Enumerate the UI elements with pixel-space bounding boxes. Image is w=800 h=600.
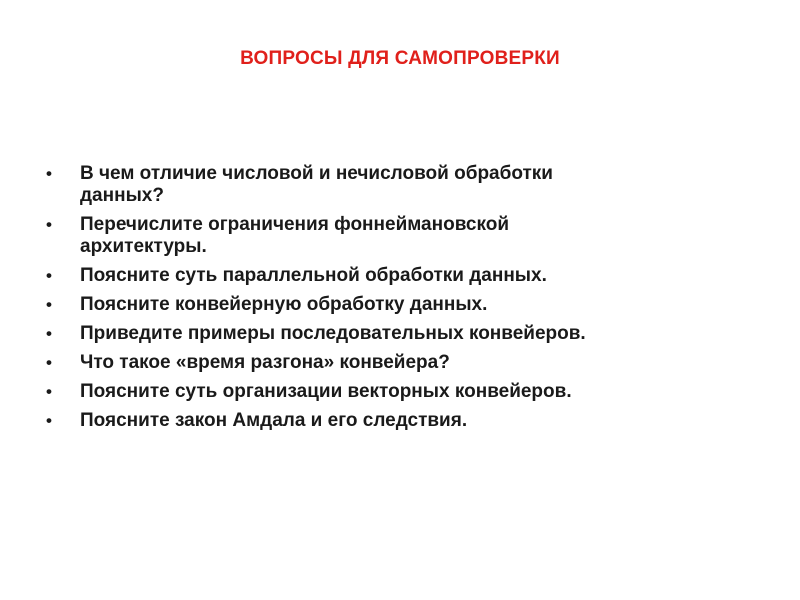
bullet-icon: • bbox=[46, 266, 52, 285]
question-text: Приведите примеры последовательных конвейеров. bbox=[80, 323, 586, 344]
question-text: Поясните закон Амдала и его следствия. bbox=[80, 410, 468, 431]
list-item bbox=[46, 294, 746, 316]
list-item bbox=[46, 410, 746, 432]
question-text: Поясните суть организации векторных конвейеров. bbox=[80, 381, 572, 402]
list-item bbox=[46, 323, 746, 345]
bullet-icon: • bbox=[46, 324, 52, 343]
question-text: Поясните конвейерную обработку данных. bbox=[80, 294, 488, 315]
list-item bbox=[46, 214, 746, 258]
list-item bbox=[46, 352, 746, 374]
bullet-icon: • bbox=[46, 353, 52, 372]
question-text: Что такое «время разгона» конвейера? bbox=[80, 352, 450, 373]
bullet-icon: • bbox=[46, 215, 52, 234]
question-text: В чем отличие числовой и нечисловой обработки данных? bbox=[80, 163, 553, 206]
bullet-icon: • bbox=[46, 382, 52, 401]
bullet-icon: • bbox=[46, 164, 52, 183]
slide-title: ВОПРОСЫ ДЛЯ САМОПРОВЕРКИ bbox=[240, 48, 560, 69]
question-text: Перечислите ограничения фоннеймановской архитектуры. bbox=[80, 214, 510, 257]
question-text: Поясните суть параллельной обработки данных. bbox=[80, 265, 547, 286]
bullet-icon: • bbox=[46, 295, 52, 314]
question-list bbox=[46, 163, 746, 439]
list-item bbox=[46, 265, 746, 287]
bullet-icon: • bbox=[46, 411, 52, 430]
list-item bbox=[46, 163, 746, 207]
list-item bbox=[46, 381, 746, 403]
